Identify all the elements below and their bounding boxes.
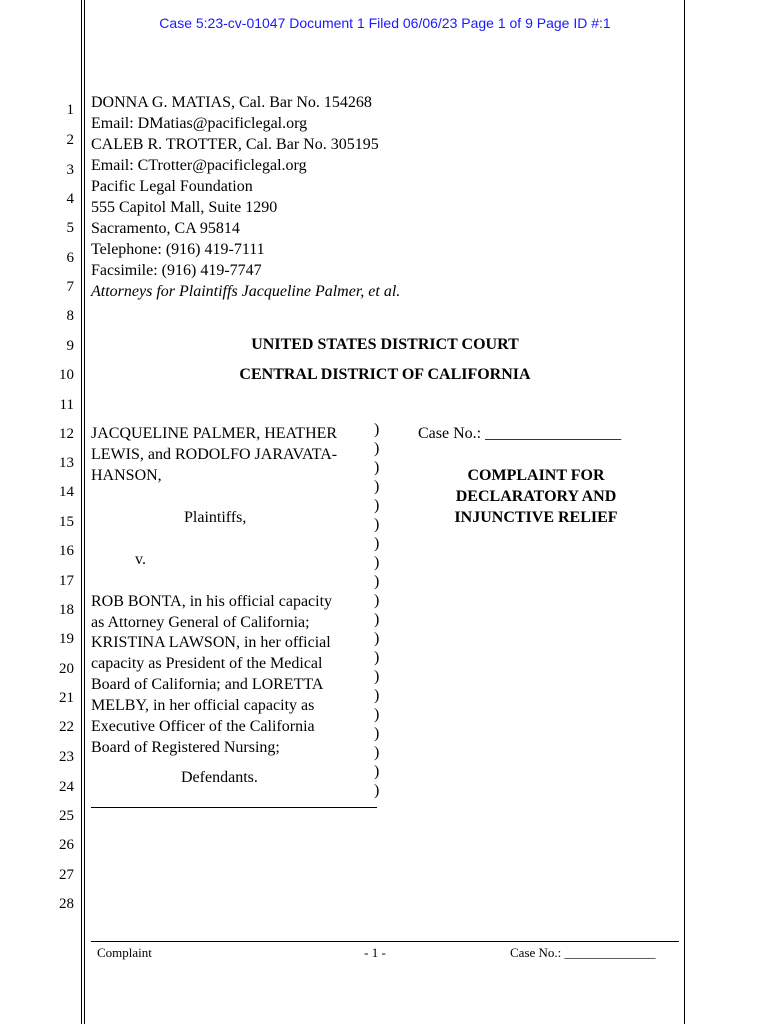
defendants-line: capacity as President of the Medical [91, 655, 323, 672]
right-margin-rule [684, 0, 685, 1024]
counsel-line: Email: DMatias@pacificlegal.org [91, 115, 308, 132]
line-number: 3 [66, 162, 74, 178]
document-title-line: INJUNCTIVE RELIEF [454, 509, 618, 526]
line-number: 28 [59, 896, 74, 912]
document-title-line: COMPLAINT FOR [467, 467, 605, 484]
paren-glyph: ) [374, 744, 380, 761]
paren-glyph: ) [374, 611, 380, 628]
paren-glyph: ) [374, 630, 380, 647]
plaintiffs-line: HANSON, [91, 467, 162, 484]
paren-glyph: ) [374, 421, 380, 438]
defendants-line: Board of California; and LORETTA [91, 676, 324, 693]
line-number: 13 [59, 455, 74, 471]
line-number: 1 [66, 102, 74, 118]
line-number: 10 [59, 367, 74, 383]
counsel-line: Pacific Legal Foundation [91, 178, 253, 195]
paren-glyph: ) [374, 478, 380, 495]
counsel-line: Facsimile: (916) 419-7747 [91, 262, 262, 279]
paren-glyph: ) [374, 706, 380, 723]
left-margin-rule-outer [81, 0, 82, 1024]
footer-right: Case No.: ______________ [510, 945, 656, 960]
line-number: 12 [59, 426, 74, 442]
paren-glyph: ) [374, 516, 380, 533]
line-number: 6 [66, 250, 74, 266]
line-number: 24 [59, 779, 74, 795]
paren-glyph: ) [374, 763, 380, 780]
paren-glyph: ) [374, 649, 380, 666]
plaintiffs-line: JACQUELINE PALMER, HEATHER [91, 425, 338, 442]
line-number: 16 [59, 543, 74, 559]
line-number: 9 [66, 338, 74, 354]
line-number: 19 [59, 631, 74, 647]
defendants-line: KRISTINA LAWSON, in her official [91, 634, 331, 651]
line-number: 14 [59, 484, 74, 500]
line-number: 25 [59, 808, 74, 824]
caption-underline [91, 807, 377, 808]
defendants-line: MELBY, in her official capacity as [91, 697, 315, 714]
counsel-line: Sacramento, CA 95814 [91, 220, 240, 237]
counsel-line: DONNA G. MATIAS, Cal. Bar No. 154268 [91, 94, 372, 111]
line-number: 17 [59, 573, 74, 589]
defendants-line: ROB BONTA, in his official capacity [91, 593, 333, 610]
court-name: UNITED STATES DISTRICT COURT [251, 336, 519, 353]
attorneys-for: Attorneys for Plaintiffs Jacqueline Palmer, et al. [91, 283, 401, 300]
paren-glyph: ) [374, 497, 380, 514]
counsel-line: Email: CTrotter@pacificlegal.org [91, 157, 307, 174]
footer-rule [91, 941, 679, 942]
footer-left: Complaint [97, 945, 152, 960]
counsel-line: CALEB R. TROTTER, Cal. Bar No. 305195 [91, 136, 379, 153]
line-number: 22 [59, 719, 74, 735]
paren-glyph: ) [374, 440, 380, 457]
line-number: 20 [59, 661, 74, 677]
document-title-line: DECLARATORY AND [455, 488, 617, 505]
court-district: CENTRAL DISTRICT OF CALIFORNIA [239, 366, 531, 383]
paren-glyph: ) [374, 687, 380, 704]
filing-stamp: Case 5:23-cv-01047 Document 1 Filed 06/06/23 Page 1 of 9 Page ID #:1 [159, 15, 611, 31]
defendants-label: Defendants. [181, 769, 258, 786]
line-number: 11 [59, 397, 74, 413]
defendants-line: as Attorney General of California; [91, 614, 310, 631]
counsel-line: Telephone: (916) 419-7111 [91, 241, 265, 258]
defendants-line: Executive Officer of the California [91, 718, 315, 735]
line-number: 4 [66, 191, 74, 207]
line-number: 7 [66, 279, 74, 295]
versus: v. [135, 551, 146, 568]
line-number: 26 [59, 837, 74, 853]
paren-glyph: ) [374, 573, 380, 590]
paren-glyph: ) [374, 725, 380, 742]
line-number: 8 [66, 308, 74, 324]
left-margin-rule-inner [84, 0, 85, 1024]
line-number: 15 [59, 514, 74, 530]
line-number: 27 [59, 867, 74, 883]
line-number: 5 [66, 220, 74, 236]
plaintiffs-line: LEWIS, and RODOLFO JARAVATA- [91, 446, 338, 463]
counsel-line: 555 Capitol Mall, Suite 1290 [91, 199, 278, 216]
case-number-field: Case No.: _________________ [418, 425, 622, 442]
paren-glyph: ) [374, 554, 380, 571]
defendants-line: Board of Registered Nursing; [91, 739, 280, 756]
line-number: 18 [59, 602, 74, 618]
paren-glyph: ) [374, 668, 380, 685]
footer-page-number: - 1 - [364, 945, 386, 960]
paren-glyph: ) [374, 592, 380, 609]
plaintiffs-label: Plaintiffs, [184, 509, 247, 526]
paren-glyph: ) [374, 459, 380, 476]
line-number: 21 [59, 690, 74, 706]
paren-glyph: ) [374, 535, 380, 552]
line-number: 2 [66, 132, 74, 148]
line-number: 23 [59, 749, 74, 765]
paren-glyph: ) [374, 782, 380, 799]
